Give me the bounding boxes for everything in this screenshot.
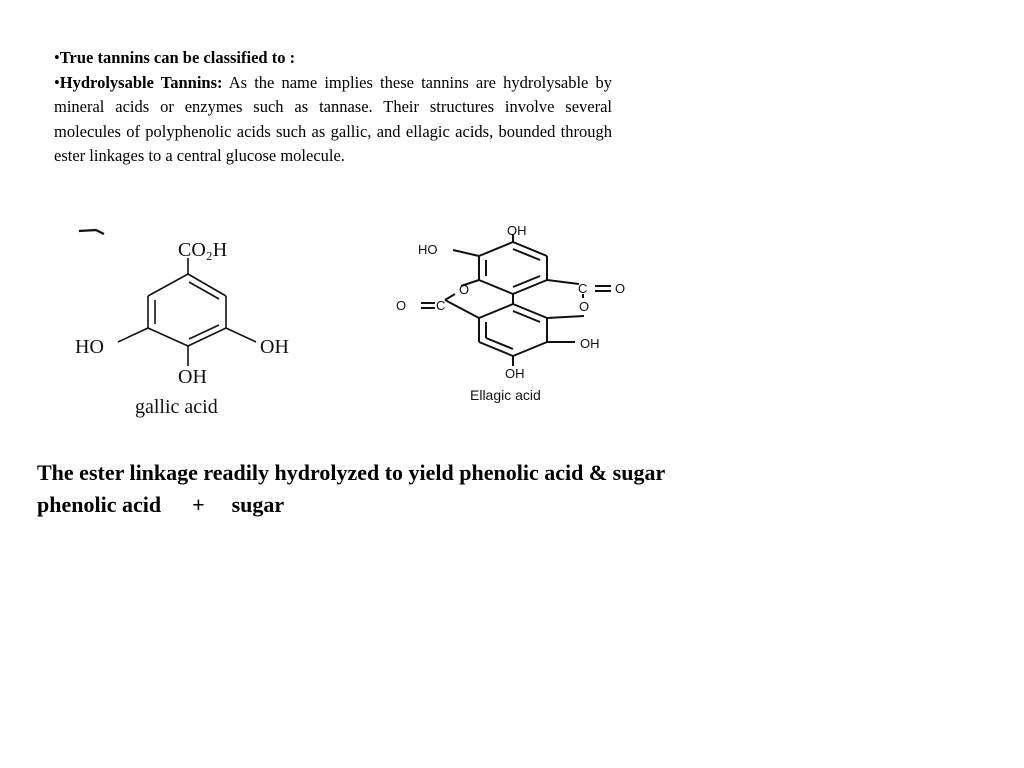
ellagic-o-ring-left: O <box>459 282 470 297</box>
bullet-symbol: • <box>54 72 60 92</box>
gallic-top-group: CO₂H <box>178 239 228 261</box>
plus-sign: + <box>192 492 205 517</box>
bullet-classification <box>54 46 612 71</box>
ellagic-oh-bottom: OH <box>505 366 525 381</box>
gallic-left-group: HO <box>75 336 104 358</box>
ellagic-oh-top: OH <box>507 223 527 238</box>
ellagic-c-carbonyl-left: C <box>436 298 446 313</box>
ellagic-o-carbonyl-left: O <box>396 298 407 313</box>
gallic-acid-structure <box>60 232 320 422</box>
hydrolysable-heading: Hydrolysable Tannins: <box>59 72 223 92</box>
ellagic-o-carbonyl-right: O <box>615 281 626 296</box>
ellagic-ho-left: HO <box>418 242 438 257</box>
product-sugar: sugar <box>231 492 285 517</box>
statement-line: The ester linkage readily hydrolyzed to yield phenolic acid & sugar <box>37 460 666 485</box>
classification-heading: True tannins can be classified to : <box>59 48 296 67</box>
product-phenolic-acid: phenolic acid <box>37 492 162 517</box>
gallic-caption: gallic acid <box>135 396 218 418</box>
hydrolysis-statement <box>37 457 665 521</box>
hydrolysable-description: As the name implies these tannins are hydrolysable by mineral acids or enzymes such as tannase. Their structures involve several molecules of polyphenolic acids such as gallic, and ellagic acids, bounded through ester linkages to a central glucose molecule. <box>54 72 612 165</box>
bullet-symbol: • <box>54 48 60 67</box>
ellagic-acid-structure <box>385 218 645 408</box>
gallic-right-group: OH <box>260 336 289 358</box>
bullet-hydrolysable <box>54 71 612 169</box>
ellagic-c-carbonyl-right: C <box>578 281 588 296</box>
ellagic-caption: Ellagic acid <box>470 387 541 403</box>
ellagic-oh-right: OH <box>580 336 600 351</box>
ellagic-o-ring-right: O <box>579 299 590 314</box>
gallic-bottom-group: OH <box>178 366 207 388</box>
intro-text <box>54 46 612 169</box>
products-equation <box>37 489 665 521</box>
